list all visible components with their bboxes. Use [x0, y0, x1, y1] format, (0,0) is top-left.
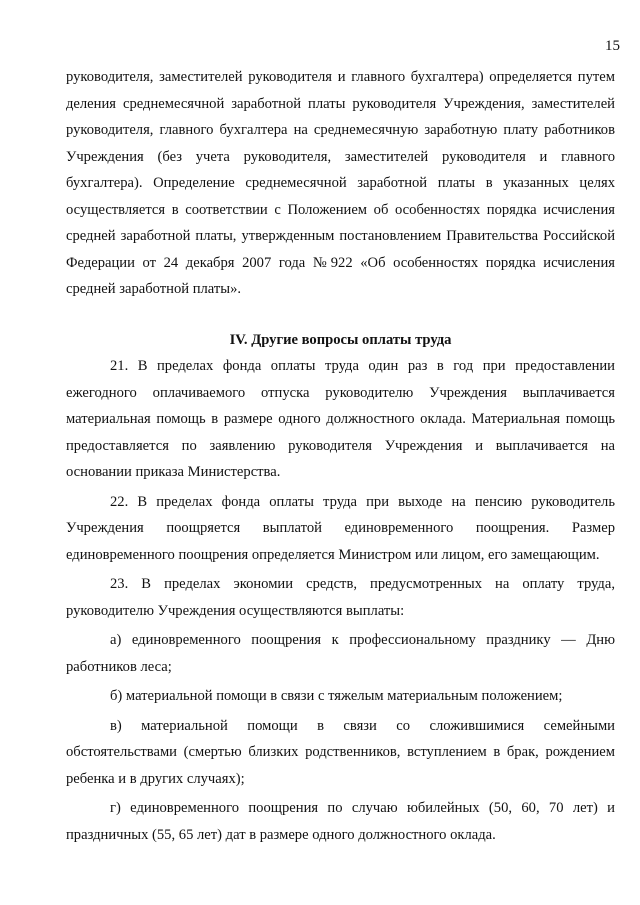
paragraph-22: 22. В пределах фонда оплаты труда при выходе на пенсию руководитель Учреждения поощряется выплатой единовременного поощрения. Размер единовременного поощрения определяется Министром или лицом, его замещающим. — [66, 493, 615, 563]
list-item-a: а) единовременного поощрения к профессиональному празднику — Дню работников леса; — [66, 632, 615, 675]
paragraph-23: 23. В пределах экономии средств, предусмотренных на оплату труда, руководителю Учреждения осуществляются выплаты: — [66, 576, 615, 619]
list-item-v: в) материальной помощи в связи со сложившимися семейными обстоятельствами (смертью близких родственников, вступлением в брак, рождением ребенка и в других случаях); — [66, 717, 615, 787]
page-number: 15 — [605, 38, 620, 54]
paragraph-21: 21. В пределах фонда оплаты труда один раз в год при предоставлении ежегодного оплачиваемого отпуска руководителю Учреждения выплачивается материальная помощь в размере одного должностного оклада. Материальная помощь предоставляется по заявлению руководителя Учреждения и выплачивается на основании приказа Министерства. — [66, 358, 615, 480]
document-body — [66, 64, 615, 848]
list-item-g: г) единовременного поощрения по случаю юбилейных (50, 60, 70 лет) и праздничных (55, 65 лет) дат в размере одного должностного оклада. — [66, 800, 615, 843]
list-item-b: б) материальной помощи в связи с тяжелым материальным положением; — [110, 688, 563, 704]
section-heading: IV. Другие вопросы оплаты труда — [229, 331, 452, 348]
intro-paragraph: руководителя, заместителей руководителя и главного бухгалтера) определяется путем деления среднемесячной заработной платы руководителя Учреждения, заместителей руководителя, главного бухгалтера на среднемесячную заработную плату работников Учреждения (без учета руководителя, заместителей руководителя и главного бухгалтера). Определение среднемесячной заработной платы в указанных целях осуществляется в соответствии с Положением об особенностях порядка исчисления средней заработной платы, утвержденным постановлением Правительства Российской Федерации от 24 декабря 2007 года №922 «Об особенностях порядка исчисления средней заработной платы». — [66, 69, 615, 297]
